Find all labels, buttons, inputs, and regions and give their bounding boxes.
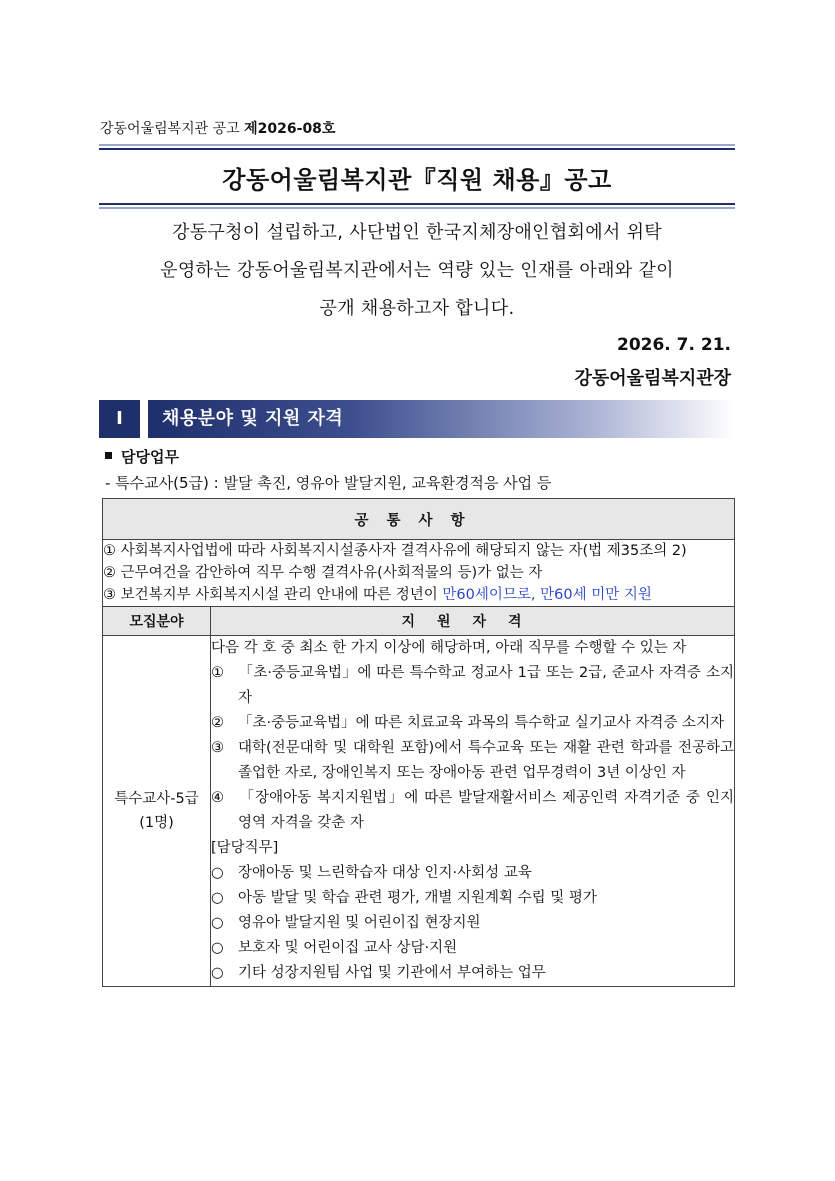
notice-date: 2026. 7. 21. [616,335,731,355]
qualification-text-1: 「초·중등교육법」에 따른 특수학교 정교사 1급 또는 2급, 준교사 자격증 소지자 [238,665,734,706]
position-cell [103,636,211,987]
circle-bullet-icon: ○ [211,890,224,906]
common-items-row [103,540,735,607]
duty-item-4 [211,936,734,961]
circle-bullet-icon: ○ [211,915,224,931]
intro-paragraph [99,214,735,328]
qualification-item-1 [211,661,734,711]
duties-label: [담당직무] [211,840,279,856]
circle-bullet-icon: ○ [211,965,224,981]
section-number: I [99,400,140,438]
duty-item-1 [211,861,734,886]
qualification-item-2 [211,711,734,736]
qualification-mark-1: ① [211,665,224,681]
duty-text-2: 아동 발달 및 학습 관련 평가, 개별 지원계획 수립 및 평가 [238,890,597,906]
duty-text-4: 보호자 및 어린이집 교사 상담·지원 [238,940,458,956]
duty-text-1: 장애아동 및 느린학습자 대상 인지·사회성 교육 [238,865,532,881]
title-rule-bottom-dark [99,203,735,205]
circle-bullet-icon: ○ [211,865,224,881]
duty-item-3 [211,911,734,936]
position-name: 특수교사-5급 [114,791,199,807]
notice-number-value: 제2026-08호 [244,121,336,137]
position-row [103,636,735,987]
duty-text-3: 영유아 발달지원 및 어린이집 현장지원 [238,915,481,931]
section-title: 채용분야 및 지원 자격 [162,408,344,429]
qualification-mark-3: ③ [211,740,224,756]
common-item-1: ① 사회복지사업법에 따라 사회복지시설종사자 결격사유에 해당되지 않는 자(법 제35조의 2) [103,543,687,559]
notice-prefix: 강동어울림복지관 공고 [100,121,245,137]
position-count: (1명) [139,815,174,831]
column-header-field: 모집분야 [103,607,211,636]
qualification-cell [211,636,735,987]
requirements-table [102,498,735,987]
duty-line: - 특수교사(5급) : 발달 촉진, 영유아 발달지원, 교육환경적응 사업 등 [105,474,552,492]
age-limit-highlight: 만60세이므로, 만60세 미만 지원 [442,587,652,603]
common-items [103,540,735,607]
duty-heading [105,446,179,467]
document-title: 강동어울림복지관『직원 채용』공고 [222,166,612,194]
qualification-text-2: 「초·중등교육법」에 따른 치료교육 과목의 특수학교 실기교사 자격증 소지자 [238,715,725,731]
qualification-item-4 [211,786,734,836]
circle-bullet-icon: ○ [211,940,224,956]
qualification-intro: 다음 각 호 중 최소 한 가지 이상에 해당하며, 아래 직무를 수행할 수 있는 자 [211,640,687,656]
intro-line-3: 공개 채용하고자 합니다. [319,298,515,319]
qualification-text-4: 「장애아동 복지지원법」에 따른 발달재활서비스 제공인력 자격기준 중 인지 영역 자격을 갖춘 자 [238,790,734,831]
duty-text-5: 기타 성장지원팀 사업 및 기관에서 부여하는 업무 [238,965,546,981]
intro-line-2: 운영하는 강동어울림복지관에서는 역량 있는 인재를 아래와 같이 [160,260,674,281]
common-item-2: ② 근무여건을 감안하여 직무 수행 결격사유(사회적물의 등)가 없는 자 [103,565,543,581]
section-header [99,400,735,438]
title-rule-bottom-light [99,207,735,209]
qualification-mark-2: ② [211,715,224,731]
duty-heading-text: 담당업무 [121,448,179,466]
duty-item-5 [211,961,734,986]
common-header-row [103,499,735,540]
duty-item-2 [211,886,734,911]
column-header-row [103,607,735,636]
common-header: 공통사항 [103,499,735,540]
intro-line-1: 강동구청이 설립하고, 사단법인 한국지체장애인협회에서 위탁 [172,222,662,243]
column-header-qualification: 지원자격 [211,607,735,636]
qualification-text-3: 대학(전문대학 및 대학원 포함)에서 특수교육 또는 재활 관련 학과를 전공하고 졸업한 자로, 장애인복지 또는 장애아동 관련 업무경력이 3년 이상인 자 [238,740,734,781]
qualification-mark-4: ④ [211,790,224,806]
common-item-3-text: ③ 보건복지부 사회복지시설 관리 안내에 따른 정년이 [103,587,443,603]
common-item-3 [103,584,734,606]
notice-number [100,118,335,138]
title-rule-top-dark [99,148,735,150]
signatory: 강동어울림복지관장 [574,368,731,389]
square-bullet-icon [105,452,112,459]
qualification-item-3 [211,736,734,786]
title-rule-top-light [99,144,735,146]
